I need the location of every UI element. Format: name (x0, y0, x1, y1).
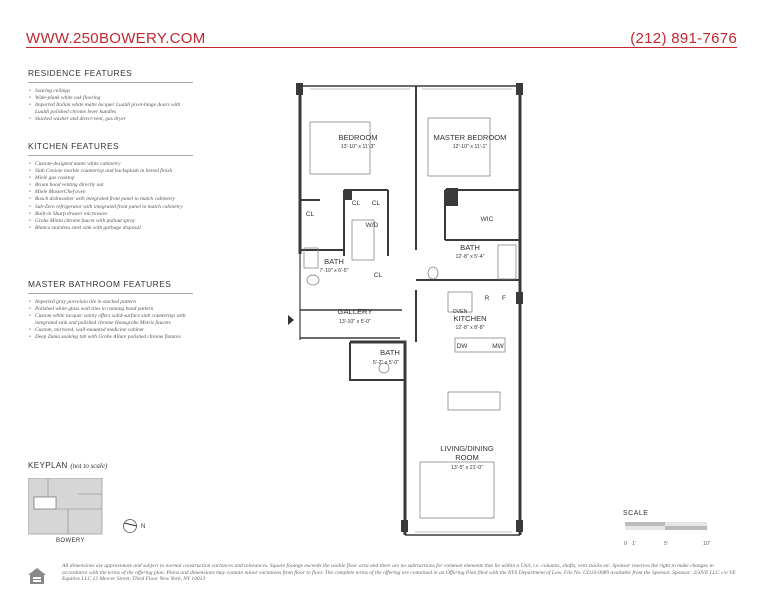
feature-item: • Blanco stainless steel sink with garbage disposal (35, 225, 193, 232)
website-url[interactable]: WWW.250BOWERY.COM (26, 30, 206, 47)
gallery-dim: 13'-10" x 5'-0" (339, 319, 371, 325)
gallery-label: GALLERY (337, 307, 373, 316)
plan-walls (300, 86, 520, 535)
north-arrow-icon (121, 517, 151, 537)
living-label-2: ROOM (455, 453, 479, 462)
feature-item: • Imported gray porcelain tile in stacked pattern (35, 299, 193, 306)
closet-label-1: CL (305, 211, 315, 218)
scale-mark-10: 10' (703, 541, 711, 547)
bedroom-label: BEDROOM (338, 133, 378, 142)
equal-housing-icon (26, 566, 48, 586)
feature-item: • Custom-designed matte white cabinetry (35, 161, 193, 168)
master-bath-dim: 12'-8" x 5'-4" (455, 254, 485, 260)
residence-features (28, 68, 193, 123)
bath1-label: BATH (324, 257, 344, 266)
keyplan-heading: KEYPLAN (28, 461, 68, 470)
kitchen-label: KITCHEN (453, 314, 487, 323)
feature-item: • Custom, mirrored, wall-mounted medicine cabinet (35, 327, 193, 334)
feature-item: • Soaring ceilings (35, 88, 193, 95)
master-bedroom-dim: 12'-10" x 11'-1" (452, 144, 488, 150)
feature-item: • Imported Italian white matte lacquer Lualdi pivot-hinge doors with Lualdi polished chrome lever handles (35, 102, 193, 116)
powder-label: BATH (380, 348, 400, 357)
oven-label: OVEN (452, 309, 468, 315)
closet-label-4: CL (373, 272, 383, 279)
keyplan-unit (34, 497, 56, 509)
bath1-dim: 7'-10" x 6'-5" (319, 268, 349, 274)
kitchen-features-list (28, 161, 193, 232)
keyplan-diagram (28, 478, 108, 538)
master-bath-features-list (28, 299, 193, 342)
dining-table (448, 392, 500, 410)
plan-columns (296, 83, 523, 532)
north-label: N (141, 524, 146, 530)
closet-label-2: CL (351, 200, 361, 207)
phone-number[interactable]: (212) 891-7676 (630, 30, 737, 47)
microwave-label: MW (492, 343, 504, 350)
keyplan-title (28, 461, 107, 470)
scale-mark-0: 0 (624, 541, 628, 547)
feature-item: • Stacked washer and direct-vent, gas dryer (35, 116, 193, 123)
keyplan-street-label: BOWERY (56, 538, 85, 544)
closet-label-3: CL (371, 200, 381, 207)
kitchen-features (28, 141, 193, 232)
residence-features-title: RESIDENCE FEATURES (28, 68, 193, 83)
entry-arrow-icon (288, 315, 294, 325)
scale-mark-1: 1' (632, 541, 637, 547)
feature-item: • Sub-Zero refrigerator with integrated front panel to match cabinetry (35, 204, 193, 211)
floor-plan (280, 80, 540, 542)
header-rule (26, 47, 737, 48)
master-bath-features (28, 279, 193, 342)
feature-item: • Deep Zuma soaking tub with Grohe Allure polished chrome fixtures (35, 334, 193, 341)
scale-title: SCALE (623, 510, 649, 517)
scale-segment-2 (665, 526, 707, 530)
freezer-label: F (502, 295, 506, 302)
refrigerator-label: R (484, 295, 490, 302)
legal-disclaimer: All dimensions are approximate and subject to normal construction variances and tolerances. Square footage exceeds the usable floor area and there are no subtractions for common elements that lie within a Unit, i.e. columns, shafts, vent stacks etc. Sponsor reserves the right to make changes in accordance with the terms of the offering plan. Plans and dimensions may contain minor variations from floor to floor. The complete terms of the offering are contained in an Offering Plan filed with the NYS Department of Law, File No. CD10-0089 available from the Sponsor. Sponsor: 250VE LLC c/o VE Equities LLC 12 Mercer Street, Third Floor New York, NY 10013 (62, 563, 736, 583)
master-tub (498, 245, 516, 279)
kitchen-features-title: KITCHEN FEATURES (28, 141, 193, 156)
living-dim: 13'-5" x 21'-0" (451, 465, 483, 471)
powder-dim: 5'-2" x 5'-0" (372, 360, 400, 366)
feature-item: • Grohe Minta chrome faucet with pullout spray (35, 218, 193, 225)
scale-segment-3 (625, 526, 665, 530)
living-label-1: LIVING/DINING (440, 444, 494, 453)
feature-item: • Broan hood venting directly out (35, 182, 193, 189)
wic-label: WIC (480, 216, 494, 223)
feature-item: • Built-in Sharp drawer microwave (35, 211, 193, 218)
master-bath-label: BATH (460, 243, 480, 252)
feature-item: • Miele MasterChef oven (35, 189, 193, 196)
feature-item: • Wide-plank white oak flooring (35, 95, 193, 102)
scale-segment-4 (665, 522, 707, 526)
scale-mark-5: 5' (664, 541, 669, 547)
feature-item: • Polished white glass wall tiles in running bond pattern (35, 306, 193, 313)
feature-item: • Custom white lacquer vanity offers solid-surface slab countertop with integrated sink and polished chrome Hansgrohe Metris faucets (35, 313, 193, 327)
feature-item: • Miele gas cooktop (35, 175, 193, 182)
washer-dryer-label: W/D (365, 222, 379, 229)
bedroom-dim: 13'-10" x 11'-3" (340, 144, 376, 150)
feature-item: • Slab Ceniote marble countertop and backsplash in honed finish (35, 168, 193, 175)
master-toilet (428, 267, 438, 279)
master-bedroom-label: MASTER BEDROOM (433, 133, 507, 142)
keyplan-note: (not to scale) (70, 462, 108, 470)
feature-item: • Bosch dishwasher with integrated front panel to match cabinetry (35, 196, 193, 203)
bath1-toilet (307, 275, 319, 285)
dishwasher-label: DW (456, 343, 468, 350)
scale-segment-1 (625, 522, 665, 526)
residence-features-list (28, 88, 193, 123)
master-bath-features-title: MASTER BATHROOM FEATURES (28, 279, 193, 294)
kitchen-dim: 12'-8" x 8'-8" (455, 325, 485, 331)
